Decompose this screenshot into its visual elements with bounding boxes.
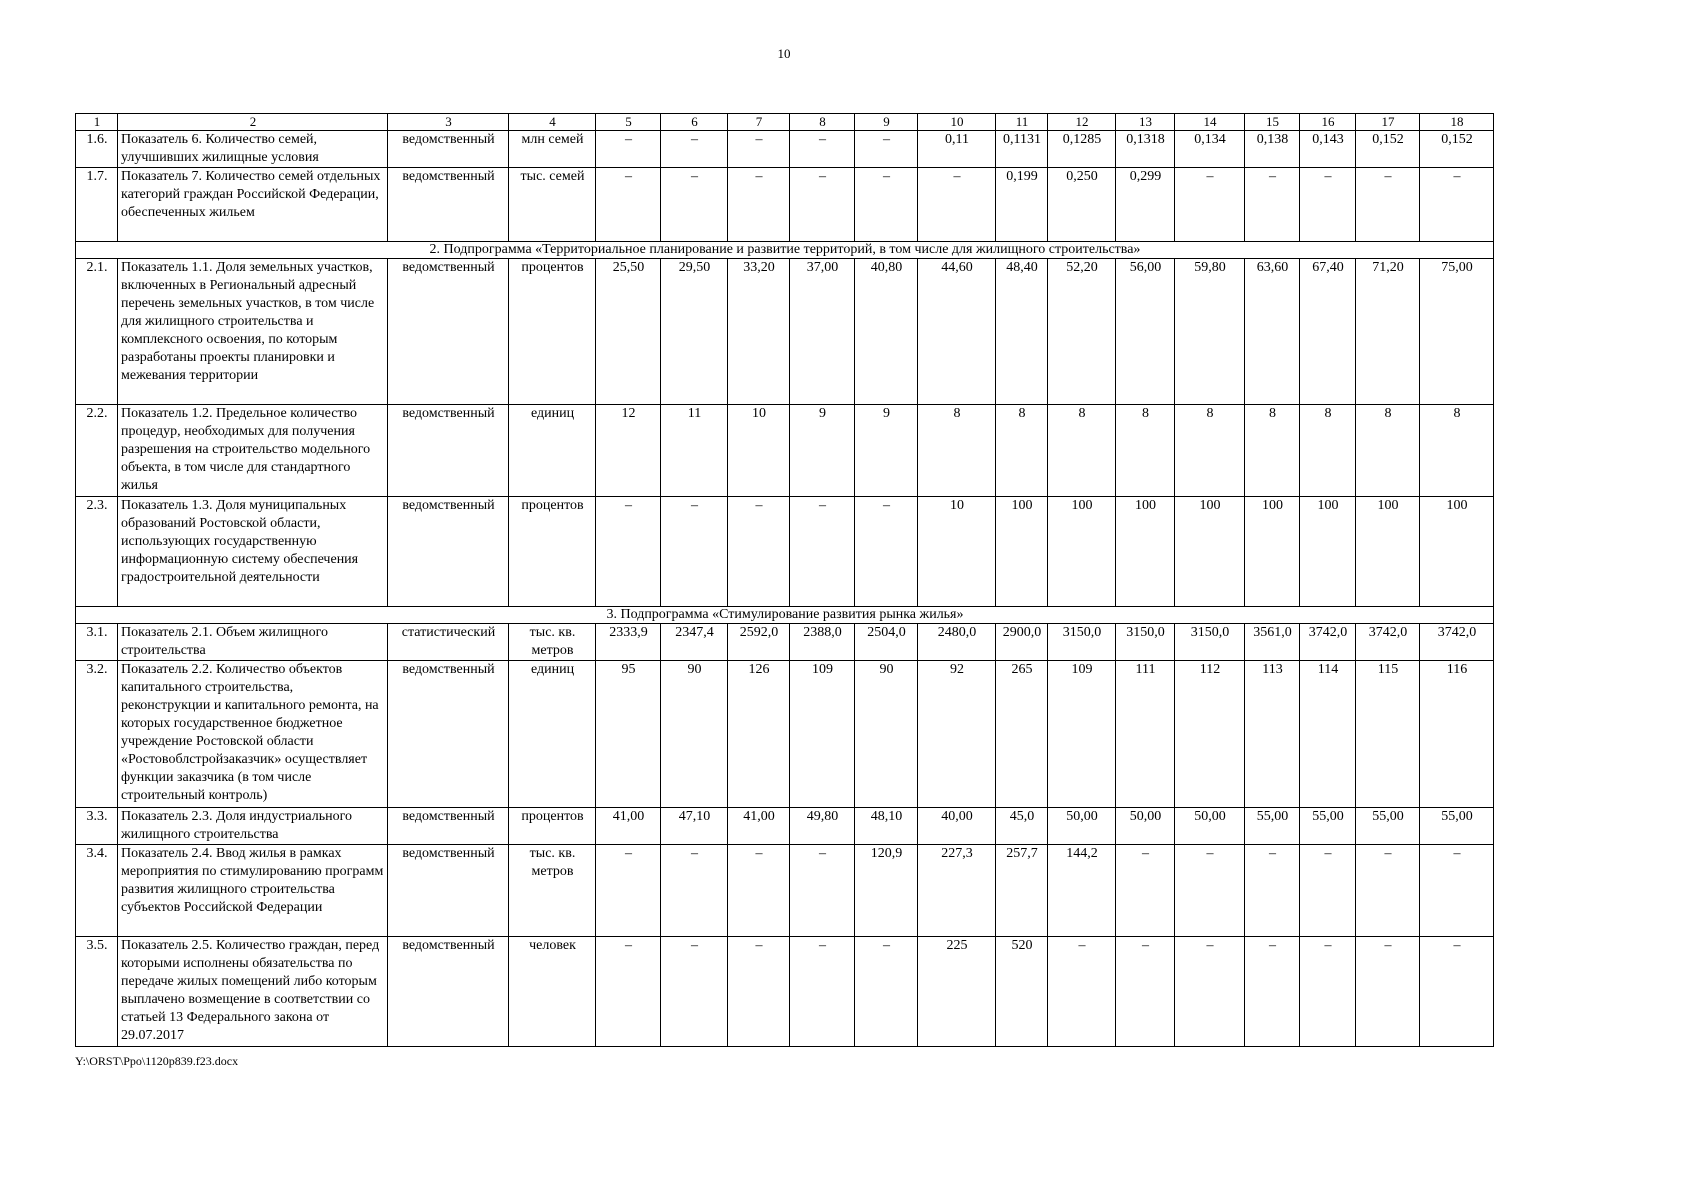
column-header-6: 6 [661, 114, 728, 131]
value-cell: 0,299 [1116, 168, 1175, 242]
indicator-name: Показатель 1.1. Доля земельных участков, включенных в Региональный адресный перечень земельных участков, в том числе для жилищного строительства и комплексного освоения, по которым разработаны проекты планировки и межевания территории [118, 259, 388, 405]
value-cell: 67,40 [1300, 259, 1356, 405]
page-number: 10 [777, 46, 791, 61]
column-header-18: 18 [1420, 114, 1494, 131]
value-cell: – [596, 845, 661, 937]
value-cell: 120,9 [855, 845, 918, 937]
column-header-3: 3 [388, 114, 509, 131]
value-cell: 52,20 [1048, 259, 1116, 405]
value-cell: 9 [790, 405, 855, 497]
table-row [76, 405, 1494, 497]
value-cell: 12 [596, 405, 661, 497]
value-cell: – [1300, 845, 1356, 937]
value-cell: 55,00 [1300, 808, 1356, 845]
value-cell: 75,00 [1420, 259, 1494, 405]
value-cell: 90 [661, 661, 728, 808]
value-cell: 25,50 [596, 259, 661, 405]
value-cell: 9 [855, 405, 918, 497]
value-cell: 2480,0 [918, 624, 996, 661]
value-cell: 0,134 [1175, 131, 1245, 168]
value-cell: 116 [1420, 661, 1494, 808]
value-cell: – [661, 845, 728, 937]
value-cell: – [855, 937, 918, 1047]
unit: процентов [509, 259, 596, 405]
value-cell: – [855, 497, 918, 607]
value-cell: – [1356, 168, 1420, 242]
table-row [76, 845, 1494, 937]
value-cell: 0,11 [918, 131, 996, 168]
column-header-5: 5 [596, 114, 661, 131]
unit: единиц [509, 405, 596, 497]
unit: процентов [509, 497, 596, 607]
section-header-row [76, 607, 1494, 624]
value-cell: – [661, 168, 728, 242]
indicator-type: ведомственный [388, 845, 509, 937]
value-cell: 3150,0 [1116, 624, 1175, 661]
value-cell: 8 [1245, 405, 1300, 497]
value-cell: 49,80 [790, 808, 855, 845]
value-cell: – [1245, 845, 1300, 937]
value-cell: 0,143 [1300, 131, 1356, 168]
value-cell: – [1116, 845, 1175, 937]
value-cell: 33,20 [728, 259, 790, 405]
value-cell: 92 [918, 661, 996, 808]
value-cell: 90 [855, 661, 918, 808]
value-cell: 41,00 [728, 808, 790, 845]
value-cell: 2333,9 [596, 624, 661, 661]
column-header-15: 15 [1245, 114, 1300, 131]
value-cell: 100 [1300, 497, 1356, 607]
value-cell: 8 [1175, 405, 1245, 497]
unit: единиц [509, 661, 596, 808]
value-cell: – [1245, 168, 1300, 242]
row-number: 3.2. [76, 661, 118, 808]
column-header-17: 17 [1356, 114, 1420, 131]
value-cell: – [1175, 845, 1245, 937]
value-cell: 257,7 [996, 845, 1048, 937]
value-cell: 3150,0 [1175, 624, 1245, 661]
column-header-7: 7 [728, 114, 790, 131]
value-cell: – [855, 168, 918, 242]
indicator-type: ведомственный [388, 661, 509, 808]
value-cell: – [1420, 845, 1494, 937]
column-header-10: 10 [918, 114, 996, 131]
indicator-name: Показатель 2.5. Количество граждан, перед которыми исполнены обязательства по передаче жилых помещений либо которым выплачено возмещение в соответствии со статьей 13 Федерального закона от 29.07.2017 [118, 937, 388, 1047]
value-cell: 55,00 [1245, 808, 1300, 845]
value-cell: – [790, 937, 855, 1047]
row-number: 2.2. [76, 405, 118, 497]
table-body [76, 114, 1494, 1047]
value-cell: 520 [996, 937, 1048, 1047]
row-number: 1.7. [76, 168, 118, 242]
value-cell: – [1175, 168, 1245, 242]
value-cell: 100 [1356, 497, 1420, 607]
value-cell: – [728, 131, 790, 168]
value-cell: 100 [1048, 497, 1116, 607]
value-cell: 10 [918, 497, 996, 607]
unit: процентов [509, 808, 596, 845]
value-cell: – [1420, 168, 1494, 242]
value-cell: 126 [728, 661, 790, 808]
value-cell: – [596, 497, 661, 607]
value-cell: 0,152 [1356, 131, 1420, 168]
value-cell: 40,80 [855, 259, 918, 405]
value-cell: 2900,0 [996, 624, 1048, 661]
value-cell: 0,138 [1245, 131, 1300, 168]
value-cell: 8 [1048, 405, 1116, 497]
value-cell: 2347,4 [661, 624, 728, 661]
unit: тыс. кв. метров [509, 624, 596, 661]
value-cell: – [1300, 168, 1356, 242]
row-number: 3.5. [76, 937, 118, 1047]
value-cell: – [596, 131, 661, 168]
indicator-type: ведомственный [388, 259, 509, 405]
row-number: 3.1. [76, 624, 118, 661]
unit: млн семей [509, 131, 596, 168]
column-header-13: 13 [1116, 114, 1175, 131]
value-cell: – [1175, 937, 1245, 1047]
indicator-type: ведомственный [388, 808, 509, 845]
value-cell: 63,60 [1245, 259, 1300, 405]
row-number: 1.6. [76, 131, 118, 168]
value-cell: – [661, 497, 728, 607]
indicator-name: Показатель 6. Количество семей, улучшивших жилищные условия [118, 131, 388, 168]
table-row [76, 808, 1494, 845]
value-cell: – [855, 131, 918, 168]
value-cell: 109 [1048, 661, 1116, 808]
row-number: 2.1. [76, 259, 118, 405]
value-cell: 3150,0 [1048, 624, 1116, 661]
unit: тыс. семей [509, 168, 596, 242]
row-number: 2.3. [76, 497, 118, 607]
value-cell: 0,199 [996, 168, 1048, 242]
value-cell: 47,10 [661, 808, 728, 845]
value-cell: 45,0 [996, 808, 1048, 845]
value-cell: 265 [996, 661, 1048, 808]
column-header-8: 8 [790, 114, 855, 131]
unit: тыс. кв. метров [509, 845, 596, 937]
value-cell: 0,1285 [1048, 131, 1116, 168]
indicator-name: Показатель 2.2. Количество объектов капитального строительства, реконструкции и капитального ремонта, на которых государственное бюджетное учреждение Ростовской области «Ростовоблстройзаказчик» осуществляет функции заказчика (в том числе строительный контроль) [118, 661, 388, 808]
section-title: 3. Подпрограмма «Стимулирование развития рынка жилья» [76, 607, 1494, 624]
value-cell: 115 [1356, 661, 1420, 808]
indicator-name: Показатель 2.1. Объем жилищного строительства [118, 624, 388, 661]
value-cell: 111 [1116, 661, 1175, 808]
value-cell: 8 [1420, 405, 1494, 497]
file-path-footer: Y:\ORST\Ppo\1120p839.f23.docx [75, 1054, 239, 1068]
unit: человек [509, 937, 596, 1047]
column-header-14: 14 [1175, 114, 1245, 131]
value-cell: 8 [1300, 405, 1356, 497]
column-header-1: 1 [76, 114, 118, 131]
value-cell: – [1356, 937, 1420, 1047]
value-cell: 109 [790, 661, 855, 808]
value-cell: – [1420, 937, 1494, 1047]
column-header-12: 12 [1048, 114, 1116, 131]
value-cell: 225 [918, 937, 996, 1047]
value-cell: 8 [1356, 405, 1420, 497]
value-cell: 48,10 [855, 808, 918, 845]
value-cell: – [790, 497, 855, 607]
column-header-9: 9 [855, 114, 918, 131]
value-cell: 56,00 [1116, 259, 1175, 405]
value-cell: 2388,0 [790, 624, 855, 661]
indicator-type: ведомственный [388, 497, 509, 607]
value-cell: 50,00 [1116, 808, 1175, 845]
value-cell: 0,152 [1420, 131, 1494, 168]
indicator-name: Показатель 7. Количество семей отдельных категорий граждан Российской Федерации, обеспеченных жильем [118, 168, 388, 242]
indicator-type: ведомственный [388, 937, 509, 1047]
value-cell: 113 [1245, 661, 1300, 808]
value-cell: – [661, 937, 728, 1047]
value-cell: 0,1318 [1116, 131, 1175, 168]
column-header-row [76, 114, 1494, 131]
table-row [76, 937, 1494, 1047]
value-cell: 3742,0 [1356, 624, 1420, 661]
value-cell: – [918, 168, 996, 242]
table-row [76, 661, 1494, 808]
value-cell: – [728, 168, 790, 242]
value-cell: 0,250 [1048, 168, 1116, 242]
table-row [76, 624, 1494, 661]
value-cell: 3742,0 [1420, 624, 1494, 661]
value-cell: 3561,0 [1245, 624, 1300, 661]
value-cell: 8 [1116, 405, 1175, 497]
indicator-type: статистический [388, 624, 509, 661]
row-number: 3.4. [76, 845, 118, 937]
table-row [76, 168, 1494, 242]
value-cell: – [1356, 845, 1420, 937]
value-cell: 100 [1420, 497, 1494, 607]
column-header-16: 16 [1300, 114, 1356, 131]
value-cell: 48,40 [996, 259, 1048, 405]
value-cell: 55,00 [1420, 808, 1494, 845]
indicator-name: Показатель 1.3. Доля муниципальных образований Ростовской области, использующих государственную информационную систему обеспечения градостроительной деятельности [118, 497, 388, 607]
value-cell: 55,00 [1356, 808, 1420, 845]
table-row [76, 259, 1494, 405]
indicator-type: ведомственный [388, 131, 509, 168]
value-cell: – [790, 845, 855, 937]
value-cell: – [1116, 937, 1175, 1047]
value-cell: 227,3 [918, 845, 996, 937]
value-cell: 41,00 [596, 808, 661, 845]
value-cell: 100 [996, 497, 1048, 607]
value-cell: 114 [1300, 661, 1356, 808]
table-row [76, 497, 1494, 607]
value-cell: 50,00 [1048, 808, 1116, 845]
section-title: 2. Подпрограмма «Территориальное планирование и развитие территорий, в том числе для жилищного строительства» [76, 242, 1494, 259]
value-cell: – [661, 131, 728, 168]
value-cell: – [790, 131, 855, 168]
indicator-name: Показатель 1.2. Предельное количество процедур, необходимых для получения разрешения на строительство модельного объекта, в том числе для стандартного жилья [118, 405, 388, 497]
value-cell: 112 [1175, 661, 1245, 808]
value-cell: 100 [1116, 497, 1175, 607]
value-cell: – [1245, 937, 1300, 1047]
value-cell: 8 [918, 405, 996, 497]
table-row [76, 131, 1494, 168]
value-cell: 29,50 [661, 259, 728, 405]
value-cell: 3742,0 [1300, 624, 1356, 661]
indicators-table [75, 113, 1494, 1047]
indicator-type: ведомственный [388, 405, 509, 497]
value-cell: 95 [596, 661, 661, 808]
value-cell: – [790, 168, 855, 242]
column-header-11: 11 [996, 114, 1048, 131]
value-cell: 37,00 [790, 259, 855, 405]
value-cell: 100 [1245, 497, 1300, 607]
value-cell: 100 [1175, 497, 1245, 607]
value-cell: 50,00 [1175, 808, 1245, 845]
value-cell: 144,2 [1048, 845, 1116, 937]
value-cell: – [596, 168, 661, 242]
indicator-name: Показатель 2.3. Доля индустриального жилищного строительства [118, 808, 388, 845]
column-header-2: 2 [118, 114, 388, 131]
value-cell: 11 [661, 405, 728, 497]
section-header-row [76, 242, 1494, 259]
value-cell: 8 [996, 405, 1048, 497]
value-cell: 40,00 [918, 808, 996, 845]
value-cell: 59,80 [1175, 259, 1245, 405]
value-cell: 44,60 [918, 259, 996, 405]
value-cell: – [1048, 937, 1116, 1047]
value-cell: – [728, 497, 790, 607]
value-cell: – [728, 937, 790, 1047]
value-cell: 2592,0 [728, 624, 790, 661]
value-cell: 0,1131 [996, 131, 1048, 168]
value-cell: – [728, 845, 790, 937]
value-cell: – [596, 937, 661, 1047]
row-number: 3.3. [76, 808, 118, 845]
value-cell: – [1300, 937, 1356, 1047]
value-cell: 71,20 [1356, 259, 1420, 405]
value-cell: 2504,0 [855, 624, 918, 661]
value-cell: 10 [728, 405, 790, 497]
indicator-type: ведомственный [388, 168, 509, 242]
indicator-name: Показатель 2.4. Ввод жилья в рамках мероприятия по стимулированию программ развития жилищного строительства субъектов Российской Федерации [118, 845, 388, 937]
column-header-4: 4 [509, 114, 596, 131]
